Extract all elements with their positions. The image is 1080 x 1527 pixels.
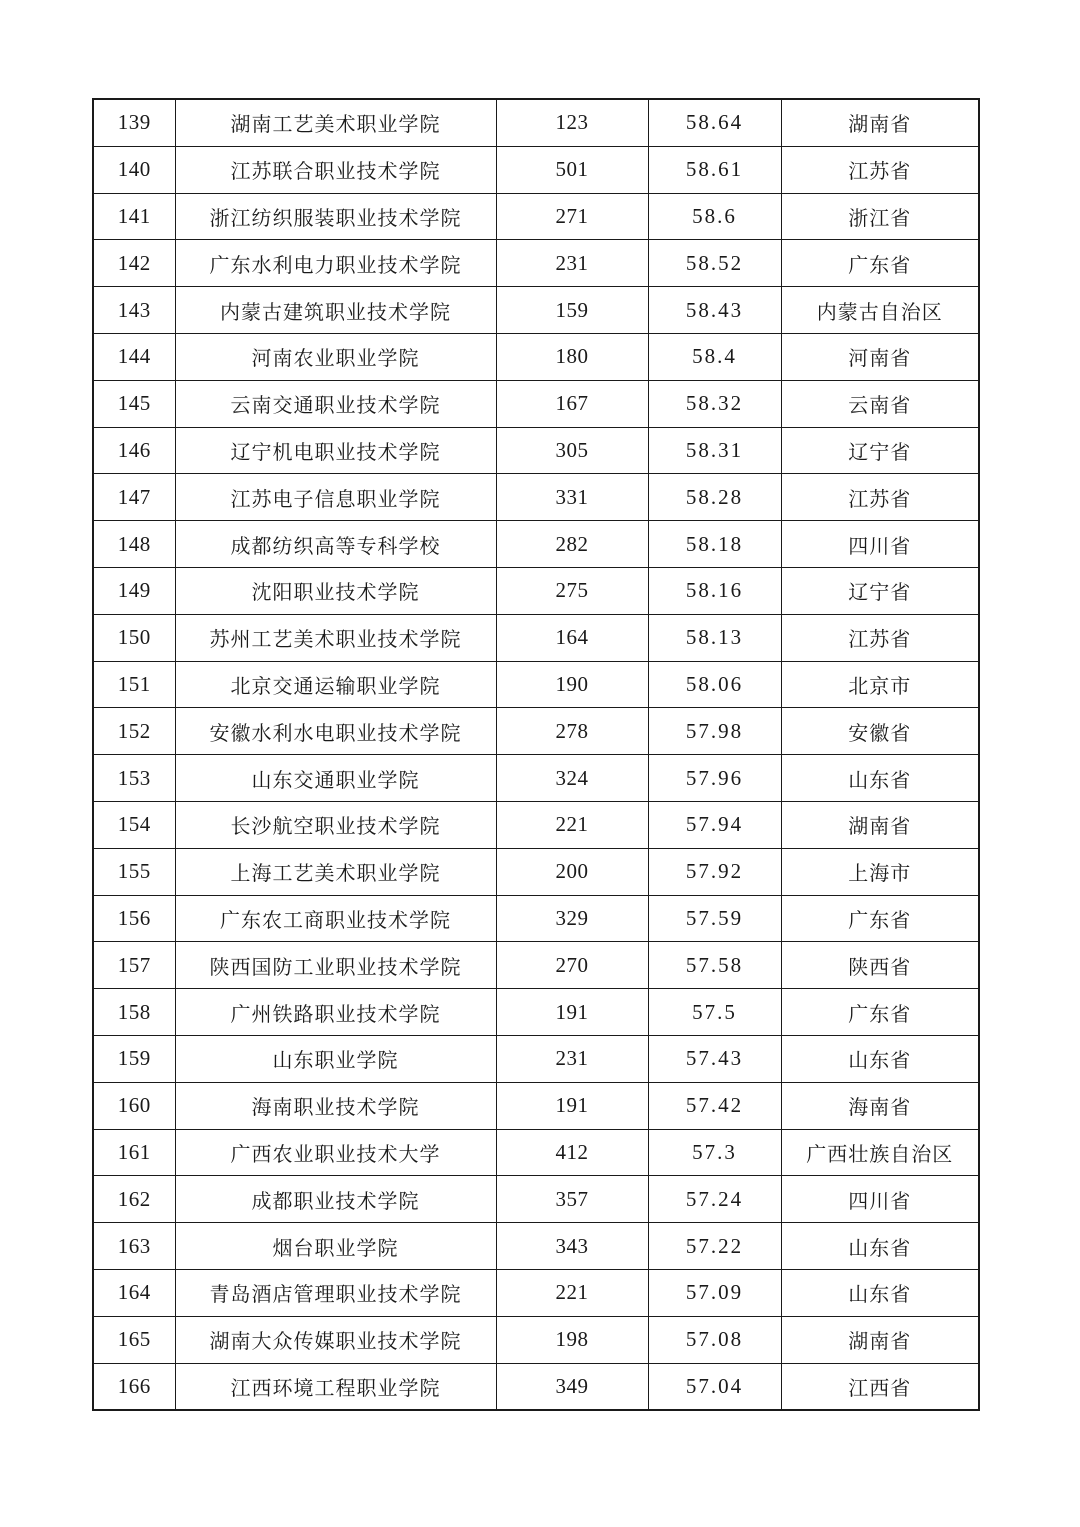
rank-cell: 147: [93, 474, 175, 521]
table-row: [93, 895, 979, 942]
rank-cell: 160: [93, 1082, 175, 1129]
count-cell: 164: [496, 614, 648, 661]
school-name-cell: 安徽水利水电职业技术学院: [175, 708, 496, 755]
count-cell: 191: [496, 989, 648, 1036]
score-cell: 57.24: [648, 1176, 781, 1223]
school-name-cell: 江西环境工程职业学院: [175, 1363, 496, 1410]
rank-cell: 148: [93, 521, 175, 568]
school-name-cell: 青岛酒店管理职业技术学院: [175, 1269, 496, 1316]
table-row: [93, 661, 979, 708]
count-cell: 221: [496, 1269, 648, 1316]
school-name-cell: 广西农业职业技术大学: [175, 1129, 496, 1176]
rank-cell: 145: [93, 380, 175, 427]
region-cell: 湖南省: [781, 1316, 979, 1363]
school-name-cell: 沈阳职业技术学院: [175, 567, 496, 614]
rank-cell: 163: [93, 1223, 175, 1270]
count-cell: 329: [496, 895, 648, 942]
rank-cell: 156: [93, 895, 175, 942]
school-name-cell: 江苏联合职业技术学院: [175, 146, 496, 193]
table-row: [93, 1269, 979, 1316]
region-cell: 山东省: [781, 1269, 979, 1316]
score-cell: 57.42: [648, 1082, 781, 1129]
score-cell: 57.43: [648, 1035, 781, 1082]
score-cell: 58.18: [648, 521, 781, 568]
count-cell: 231: [496, 1035, 648, 1082]
table-row: [93, 99, 979, 146]
table-row: [93, 1176, 979, 1223]
school-name-cell: 苏州工艺美术职业技术学院: [175, 614, 496, 661]
score-cell: 57.92: [648, 848, 781, 895]
count-cell: 501: [496, 146, 648, 193]
rank-cell: 143: [93, 287, 175, 334]
school-name-cell: 北京交通运输职业学院: [175, 661, 496, 708]
score-cell: 57.5: [648, 989, 781, 1036]
region-cell: 广东省: [781, 895, 979, 942]
score-cell: 58.13: [648, 614, 781, 661]
count-cell: 331: [496, 474, 648, 521]
region-cell: 山东省: [781, 755, 979, 802]
rank-cell: 162: [93, 1176, 175, 1223]
count-cell: 231: [496, 240, 648, 287]
region-cell: 辽宁省: [781, 427, 979, 474]
table-row: [93, 287, 979, 334]
count-cell: 282: [496, 521, 648, 568]
region-cell: 四川省: [781, 521, 979, 568]
region-cell: 江西省: [781, 1363, 979, 1410]
count-cell: 180: [496, 333, 648, 380]
region-cell: 上海市: [781, 848, 979, 895]
ranking-table: [92, 98, 980, 1411]
table-row: [93, 380, 979, 427]
region-cell: 云南省: [781, 380, 979, 427]
table-row: [93, 614, 979, 661]
table-row: [93, 755, 979, 802]
count-cell: 221: [496, 801, 648, 848]
score-cell: 58.4: [648, 333, 781, 380]
region-cell: 广西壮族自治区: [781, 1129, 979, 1176]
region-cell: 河南省: [781, 333, 979, 380]
score-cell: 57.22: [648, 1223, 781, 1270]
score-cell: 58.61: [648, 146, 781, 193]
score-cell: 58.64: [648, 99, 781, 146]
school-name-cell: 湖南大众传媒职业技术学院: [175, 1316, 496, 1363]
rank-cell: 142: [93, 240, 175, 287]
score-cell: 57.59: [648, 895, 781, 942]
region-cell: 陕西省: [781, 942, 979, 989]
region-cell: 海南省: [781, 1082, 979, 1129]
score-cell: 58.06: [648, 661, 781, 708]
table-row: [93, 1129, 979, 1176]
count-cell: 200: [496, 848, 648, 895]
region-cell: 广东省: [781, 240, 979, 287]
rank-cell: 152: [93, 708, 175, 755]
count-cell: 324: [496, 755, 648, 802]
table-row: [93, 240, 979, 287]
region-cell: 北京市: [781, 661, 979, 708]
table-row: [93, 801, 979, 848]
school-name-cell: 辽宁机电职业技术学院: [175, 427, 496, 474]
school-name-cell: 陕西国防工业职业技术学院: [175, 942, 496, 989]
score-cell: 58.16: [648, 567, 781, 614]
region-cell: 内蒙古自治区: [781, 287, 979, 334]
table-row: [93, 1316, 979, 1363]
region-cell: 安徽省: [781, 708, 979, 755]
rank-cell: 140: [93, 146, 175, 193]
region-cell: 四川省: [781, 1176, 979, 1223]
school-name-cell: 山东交通职业学院: [175, 755, 496, 802]
table-row: [93, 1223, 979, 1270]
table-row: [93, 474, 979, 521]
count-cell: 278: [496, 708, 648, 755]
region-cell: 江苏省: [781, 614, 979, 661]
region-cell: 江苏省: [781, 474, 979, 521]
region-cell: 广东省: [781, 989, 979, 1036]
score-cell: 57.94: [648, 801, 781, 848]
rank-cell: 154: [93, 801, 175, 848]
region-cell: 山东省: [781, 1035, 979, 1082]
table-row: [93, 1035, 979, 1082]
score-cell: 58.43: [648, 287, 781, 334]
school-name-cell: 广州铁路职业技术学院: [175, 989, 496, 1036]
rank-cell: 149: [93, 567, 175, 614]
region-cell: 山东省: [781, 1223, 979, 1270]
rank-cell: 153: [93, 755, 175, 802]
count-cell: 190: [496, 661, 648, 708]
table-row: [93, 708, 979, 755]
count-cell: 123: [496, 99, 648, 146]
table-row: [93, 427, 979, 474]
school-name-cell: 内蒙古建筑职业技术学院: [175, 287, 496, 334]
count-cell: 167: [496, 380, 648, 427]
school-name-cell: 浙江纺织服装职业技术学院: [175, 193, 496, 240]
rank-cell: 150: [93, 614, 175, 661]
region-cell: 湖南省: [781, 801, 979, 848]
school-name-cell: 成都纺织高等专科学校: [175, 521, 496, 568]
table-row: [93, 193, 979, 240]
table-row: [93, 567, 979, 614]
ranking-table-body: [93, 99, 979, 1410]
school-name-cell: 河南农业职业学院: [175, 333, 496, 380]
score-cell: 58.31: [648, 427, 781, 474]
score-cell: 57.96: [648, 755, 781, 802]
count-cell: 275: [496, 567, 648, 614]
table-row: [93, 333, 979, 380]
score-cell: 57.98: [648, 708, 781, 755]
school-name-cell: 成都职业技术学院: [175, 1176, 496, 1223]
score-cell: 57.08: [648, 1316, 781, 1363]
rank-cell: 166: [93, 1363, 175, 1410]
school-name-cell: 长沙航空职业技术学院: [175, 801, 496, 848]
region-cell: 江苏省: [781, 146, 979, 193]
rank-cell: 161: [93, 1129, 175, 1176]
school-name-cell: 烟台职业学院: [175, 1223, 496, 1270]
score-cell: 57.58: [648, 942, 781, 989]
count-cell: 271: [496, 193, 648, 240]
count-cell: 270: [496, 942, 648, 989]
count-cell: 159: [496, 287, 648, 334]
count-cell: 191: [496, 1082, 648, 1129]
table-row: [93, 942, 979, 989]
school-name-cell: 江苏电子信息职业学院: [175, 474, 496, 521]
rank-cell: 155: [93, 848, 175, 895]
school-name-cell: 云南交通职业技术学院: [175, 380, 496, 427]
region-cell: 浙江省: [781, 193, 979, 240]
rank-cell: 139: [93, 99, 175, 146]
school-name-cell: 湖南工艺美术职业学院: [175, 99, 496, 146]
score-cell: 57.09: [648, 1269, 781, 1316]
count-cell: 349: [496, 1363, 648, 1410]
table-row: [93, 1082, 979, 1129]
rank-cell: 165: [93, 1316, 175, 1363]
score-cell: 58.32: [648, 380, 781, 427]
school-name-cell: 广东农工商职业技术学院: [175, 895, 496, 942]
rank-cell: 141: [93, 193, 175, 240]
rank-cell: 146: [93, 427, 175, 474]
rank-cell: 158: [93, 989, 175, 1036]
table-row: [93, 989, 979, 1036]
count-cell: 412: [496, 1129, 648, 1176]
score-cell: 57.3: [648, 1129, 781, 1176]
school-name-cell: 山东职业学院: [175, 1035, 496, 1082]
rank-cell: 151: [93, 661, 175, 708]
region-cell: 辽宁省: [781, 567, 979, 614]
school-name-cell: 广东水利电力职业技术学院: [175, 240, 496, 287]
school-name-cell: 上海工艺美术职业学院: [175, 848, 496, 895]
count-cell: 305: [496, 427, 648, 474]
score-cell: 58.28: [648, 474, 781, 521]
region-cell: 湖南省: [781, 99, 979, 146]
table-row: [93, 521, 979, 568]
count-cell: 198: [496, 1316, 648, 1363]
table-row: [93, 146, 979, 193]
school-name-cell: 海南职业技术学院: [175, 1082, 496, 1129]
score-cell: 58.52: [648, 240, 781, 287]
rank-cell: 159: [93, 1035, 175, 1082]
rank-cell: 164: [93, 1269, 175, 1316]
score-cell: 58.6: [648, 193, 781, 240]
table-row: [93, 848, 979, 895]
table-row: [93, 1363, 979, 1410]
count-cell: 357: [496, 1176, 648, 1223]
rank-cell: 144: [93, 333, 175, 380]
score-cell: 57.04: [648, 1363, 781, 1410]
rank-cell: 157: [93, 942, 175, 989]
count-cell: 343: [496, 1223, 648, 1270]
